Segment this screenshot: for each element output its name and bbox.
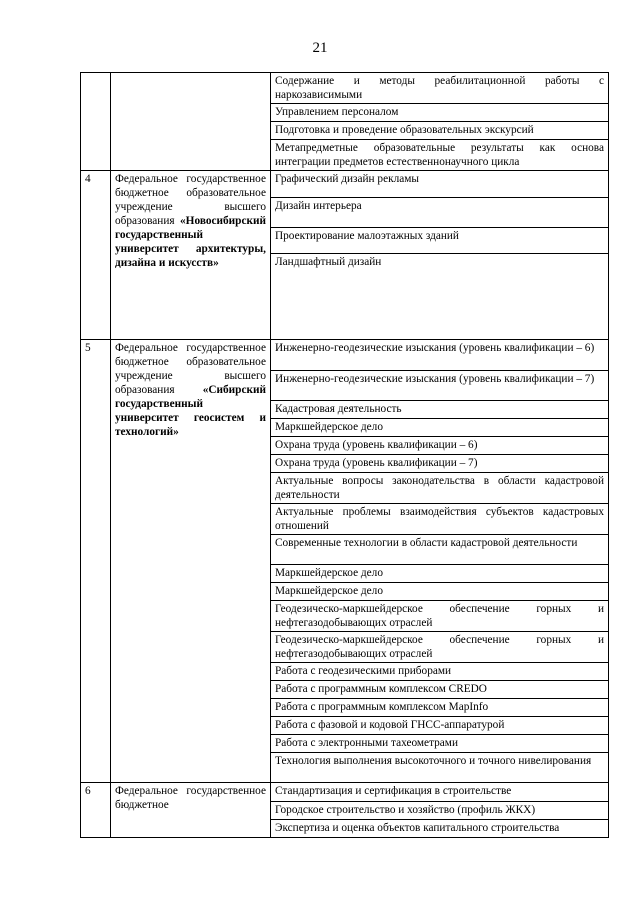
program-item: Охрана труда (уровень квалификации – 6) [271, 436, 608, 454]
row-number: 5 [81, 340, 111, 783]
program-item: Городское строительство и хозяйство (профиль ЖКХ) [271, 801, 608, 819]
programs-cell [271, 340, 609, 783]
program-item: Инженерно-геодезические изыскания (уровень квалификации – 7) [271, 370, 608, 400]
program-item: Подготовка и проведение образовательных экскурсий [271, 121, 608, 139]
table-row [81, 171, 609, 340]
programs-cell [271, 171, 609, 340]
program-item: Геодезическо-маркшейдерское обеспечение горных и нефтегазодобывающих отраслей [271, 631, 608, 662]
program-item: Ландшафтный дизайн [271, 253, 608, 339]
program-item: Маркшейдерское дело [271, 564, 608, 582]
program-item: Работа с геодезическими приборами [271, 662, 608, 680]
program-item: Охрана труда (уровень квалификации – 7) [271, 454, 608, 472]
organization-cell [111, 171, 271, 340]
program-item: Работа с фазовой и кодовой ГНСС-аппаратурой [271, 716, 608, 734]
organization-type: Федеральное государственное бюджетное образовательное учреждение высшего образования [115, 173, 266, 227]
organization-cell [111, 73, 271, 171]
program-item: Управлением персоналом [271, 103, 608, 121]
program-item: Маркшейдерское дело [271, 582, 608, 600]
program-item: Метапредметные образовательные результаты как основа интеграции предметов естественнонаучного цикла [271, 139, 608, 170]
program-item: Проектирование малоэтажных зданий [271, 227, 608, 253]
table-row [81, 73, 609, 171]
organization-type: Федеральное государственное бюджетное образовательное учреждение высшего образования [115, 342, 266, 396]
program-item: Дизайн интерьера [271, 197, 608, 227]
program-item: Инженерно-геодезические изыскания (уровень квалификации – 6) [275, 342, 595, 354]
program-item: Стандартизация и сертификация в строительстве [275, 785, 512, 797]
program-item: Геодезическо-маркшейдерское обеспечение горных и нефтегазодобывающих отраслей [271, 600, 608, 631]
program-item: Содержание и методы реабилитационной работы с наркозависимыми [275, 75, 604, 101]
program-item: Работа с программным комплексом CREDO [271, 680, 608, 698]
program-item: Технология выполнения высокоточного и точного нивелирования [271, 752, 608, 782]
row-number [81, 73, 111, 171]
table-row [81, 783, 609, 838]
program-item: Актуальные проблемы взаимодействия субъектов кадастровых отношений [271, 503, 608, 534]
organization-name: «Сибирский государственный университет геосистем и технологий» [115, 384, 266, 438]
program-item: Работа с программным комплексом MapInfo [271, 698, 608, 716]
organization-type: Федеральное государственное бюджетное [115, 785, 266, 811]
table-row [81, 340, 609, 783]
program-item: Маркшейдерское дело [271, 418, 608, 436]
row-number: 4 [81, 171, 111, 340]
organization-cell [111, 783, 271, 838]
programs-table [80, 72, 609, 838]
row-number: 6 [81, 783, 111, 838]
organization-cell [111, 340, 271, 783]
program-item: Современные технологии в области кадастровой деятельности [271, 534, 608, 564]
program-item: Актуальные вопросы законодательства в области кадастровой деятельности [271, 472, 608, 503]
page-number: 21 [312, 40, 328, 56]
programs-cell [271, 73, 609, 171]
programs-cell [271, 783, 609, 838]
program-item: Кадастровая деятельность [271, 400, 608, 418]
program-item: Работа с электронными тахеометрами [271, 734, 608, 752]
program-item: Графический дизайн рекламы [275, 173, 419, 185]
organization-name: «Новосибирский государственный университет архитектуры, дизайна и искусств» [115, 215, 266, 269]
program-item: Экспертиза и оценка объектов капитального строительства [271, 819, 608, 837]
